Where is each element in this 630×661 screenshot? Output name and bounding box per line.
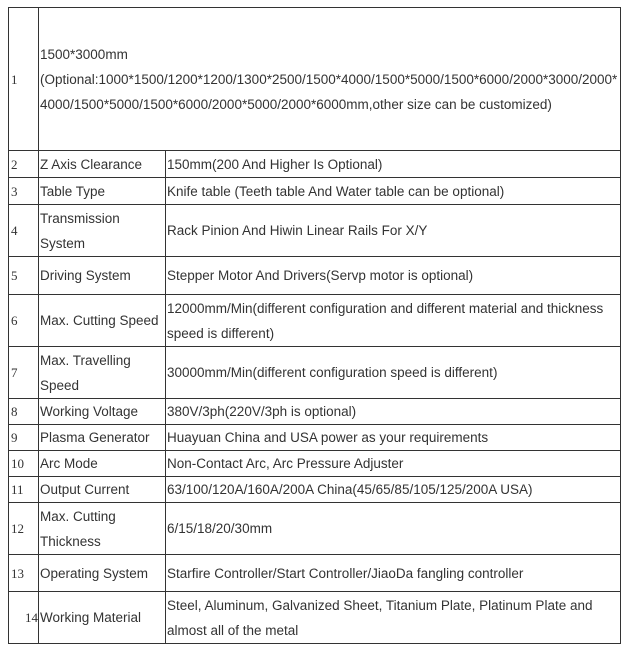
row-value: Huayuan China and USA power as your requirements (166, 425, 621, 451)
row-label: Operating System (39, 555, 166, 592)
table-row (9, 8, 621, 151)
table-size-value: 1500*3000mm (Optional:1000*1500/1200*1200/1300*2500/1500*4000/1500*5000/1500*6000/2000*3000/2000*4000/1500*5000/1500*6000/2000*5000/2000*6000mm,other size can be customized) (39, 8, 621, 151)
table-row (9, 477, 621, 503)
row-number: 12 (9, 503, 39, 555)
row-value: Stepper Motor And Drivers(Servp motor is optional) (166, 257, 621, 295)
row-label: Max. Cutting Thickness (39, 503, 166, 555)
row-number: 6 (9, 295, 39, 347)
row-value: Steel, Aluminum, Galvanized Sheet, Titanium Plate, Platinum Plate and almost all of the metal (166, 592, 621, 644)
table-row (9, 151, 621, 178)
row-number: 14 (9, 592, 39, 644)
row-value: 30000mm/Min(different configuration speed is different) (166, 347, 621, 399)
row-number: 11 (9, 477, 39, 503)
table-row (9, 425, 621, 451)
row-number: 10 (9, 451, 39, 477)
table-row (9, 503, 621, 555)
table-row (9, 205, 621, 257)
row-number: 1 (9, 8, 39, 151)
row-label: Plasma Generator (39, 425, 166, 451)
row-value: 12000mm/Min(different configuration and different material and thickness speed is different) (166, 295, 621, 347)
table-row (9, 451, 621, 477)
table-row (9, 257, 621, 295)
row-label: Max. Cutting Speed (39, 295, 166, 347)
row-label: Output Current (39, 477, 166, 503)
row-value: 63/100/120A/160A/200A China(45/65/85/105/125/200A USA) (166, 477, 621, 503)
row-number: 2 (9, 151, 39, 178)
row-number: 4 (9, 205, 39, 257)
row-number: 7 (9, 347, 39, 399)
table-row (9, 592, 621, 644)
row-value: Rack Pinion And Hiwin Linear Rails For X/Y (166, 205, 621, 257)
table-row (9, 347, 621, 399)
row-label: Table Type (39, 178, 166, 205)
row-number: 13 (9, 555, 39, 592)
table-row (9, 178, 621, 205)
row-label: Transmission System (39, 205, 166, 257)
row-label: Working Material (39, 592, 166, 644)
row-value: 150mm(200 And Higher Is Optional) (166, 151, 621, 178)
row-value: Knife table (Teeth table And Water table can be optional) (166, 178, 621, 205)
row-number: 5 (9, 257, 39, 295)
row-value: Non-Contact Arc, Arc Pressure Adjuster (166, 451, 621, 477)
row-label: Arc Mode (39, 451, 166, 477)
row-label: Working Voltage (39, 399, 166, 425)
row-number: 3 (9, 178, 39, 205)
row-number: 9 (9, 425, 39, 451)
table-row (9, 555, 621, 592)
row-number: 8 (9, 399, 39, 425)
row-label: Z Axis Clearance (39, 151, 166, 178)
table-row (9, 399, 621, 425)
row-value: Starfire Controller/Start Controller/JiaoDa fangling controller (166, 555, 621, 592)
row-value: 6/15/18/20/30mm (166, 503, 621, 555)
row-value: 380V/3ph(220V/3ph is optional) (166, 399, 621, 425)
row-label: Driving System (39, 257, 166, 295)
row-label: Max. Travelling Speed (39, 347, 166, 399)
table-row (9, 295, 621, 347)
specification-table (8, 7, 621, 644)
